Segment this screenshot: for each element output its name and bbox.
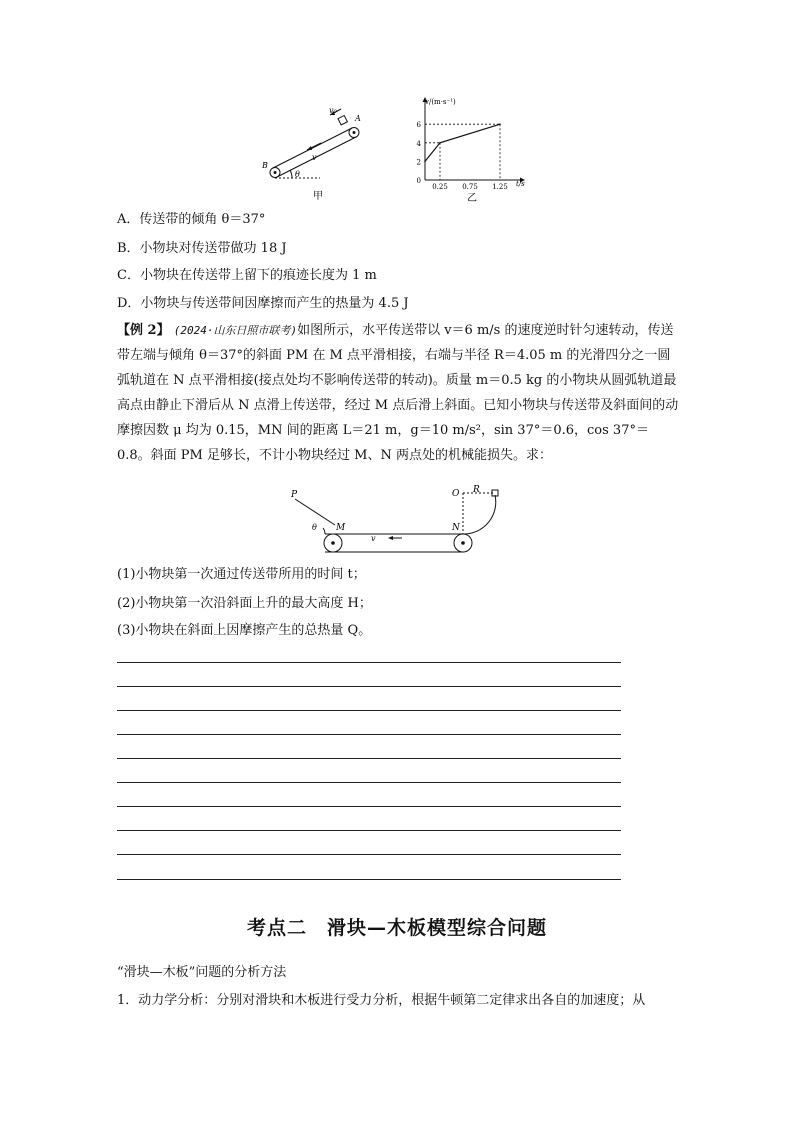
question-2: (2)小物块第一次沿斜面上升的最大高度 H； bbox=[117, 596, 372, 611]
example-2-paragraph bbox=[117, 318, 682, 468]
y-tick-label: 4 bbox=[416, 139, 421, 148]
data-point bbox=[439, 142, 441, 144]
label-a: A bbox=[355, 114, 361, 123]
x-tick-label: 1.25 bbox=[492, 183, 508, 191]
answer-line[interactable] bbox=[117, 734, 621, 735]
label-p: P bbox=[291, 490, 298, 500]
answer-line[interactable] bbox=[117, 782, 621, 783]
y-axis-label: v/(m·s⁻¹) bbox=[425, 98, 456, 106]
answer-line[interactable] bbox=[117, 662, 621, 663]
series-line bbox=[425, 124, 500, 161]
incline-angle-arc bbox=[323, 528, 325, 534]
answer-line[interactable] bbox=[117, 854, 621, 855]
y-tick-label: 0 bbox=[416, 177, 421, 185]
y-tick-label: 2 bbox=[416, 158, 421, 167]
block-on-belt bbox=[338, 116, 347, 125]
label-n: N bbox=[452, 523, 460, 533]
question-1: (1)小物块第一次通过传送带所用的时间 t； bbox=[117, 567, 366, 582]
label-b: B bbox=[262, 161, 268, 170]
label-v0: v₀ bbox=[329, 106, 337, 115]
option-a: A．传送带的倾角 θ＝37° bbox=[117, 212, 266, 227]
figure-horizontal-belt bbox=[285, 485, 510, 560]
label-o: O bbox=[452, 489, 460, 499]
example-source: (2024·山东日照市联考) bbox=[173, 324, 298, 337]
data-point bbox=[499, 123, 501, 125]
answer-line[interactable] bbox=[117, 830, 621, 831]
question-3: (3)小物块在斜面上因摩擦产生的总热量 Q。 bbox=[117, 623, 372, 638]
label-theta: θ bbox=[295, 170, 300, 179]
label-r: R bbox=[473, 485, 480, 495]
incline-pm bbox=[295, 499, 335, 525]
example-tag: 【例 2】 bbox=[117, 323, 170, 338]
figure-incline-belt bbox=[255, 105, 375, 200]
label-theta-2: θ bbox=[312, 523, 317, 532]
belt-top-line bbox=[273, 128, 352, 168]
option-b: B．小物块对传送带做功 18 J bbox=[117, 241, 287, 256]
answer-line[interactable] bbox=[117, 758, 621, 759]
example-body: 如图所示，水平传送带以 v＝6 m/s 的速度逆时针匀速转动，传送带左端与倾角 θ＝37°的斜面 PM 在 M 点平滑相接，右端与半径 R＝4.05 m 的光滑四分之一圆弧轨道在 N 点平滑相接(接点处均不影响传送带的转动)。质量 m＝0.5 kg 的小物块从圆弧轨道最高点由静止下滑后从 N 点滑上传送带，经过 M 点后滑上斜面。已知小物块与传送带及斜面间的动摩擦因数 μ 均为 0.15，MN 间的距离 L＝21 m，g＝10 m/s²，sin 37°＝0.6，cos 37°＝0.8。斜面 PM 足够长，不计小物块经过 M、N 两点处的机械能损失。求： bbox=[117, 323, 679, 463]
x-axis-label: t/s bbox=[516, 180, 525, 188]
x-tick-label: 0.25 bbox=[432, 183, 448, 191]
section-subtitle: “滑块—木板”问题的分析方法 bbox=[117, 965, 287, 980]
answer-line[interactable] bbox=[117, 710, 621, 711]
x-tick-label: 0.75 bbox=[462, 183, 478, 191]
angle-arc bbox=[290, 170, 292, 178]
section-title: 考点二 滑块—木板模型综合问题 bbox=[246, 917, 547, 939]
option-d: D．小物块与传送带间因摩擦而产生的热量为 4.5 J bbox=[117, 296, 409, 311]
section-item-1: 1．动力学分析：分别对滑块和木板进行受力分析，根据牛顿第二定律求出各自的加速度；从 bbox=[117, 993, 646, 1008]
label-m: M bbox=[336, 523, 346, 533]
caption-jia: 甲 bbox=[313, 191, 323, 200]
label-v-belt: v bbox=[371, 534, 376, 543]
answer-line[interactable] bbox=[117, 879, 621, 880]
y-tick-label: 6 bbox=[416, 121, 421, 130]
answer-line[interactable] bbox=[117, 686, 621, 687]
quarter-arc bbox=[463, 495, 496, 534]
caption-yi: 乙 bbox=[467, 193, 477, 204]
data-point bbox=[424, 161, 426, 163]
answer-line[interactable] bbox=[117, 806, 621, 807]
option-c: C．小物块在传送带上留下的痕迹长度为 1 m bbox=[117, 268, 377, 283]
figure-vt-graph bbox=[405, 95, 535, 205]
label-v: v bbox=[312, 153, 317, 162]
